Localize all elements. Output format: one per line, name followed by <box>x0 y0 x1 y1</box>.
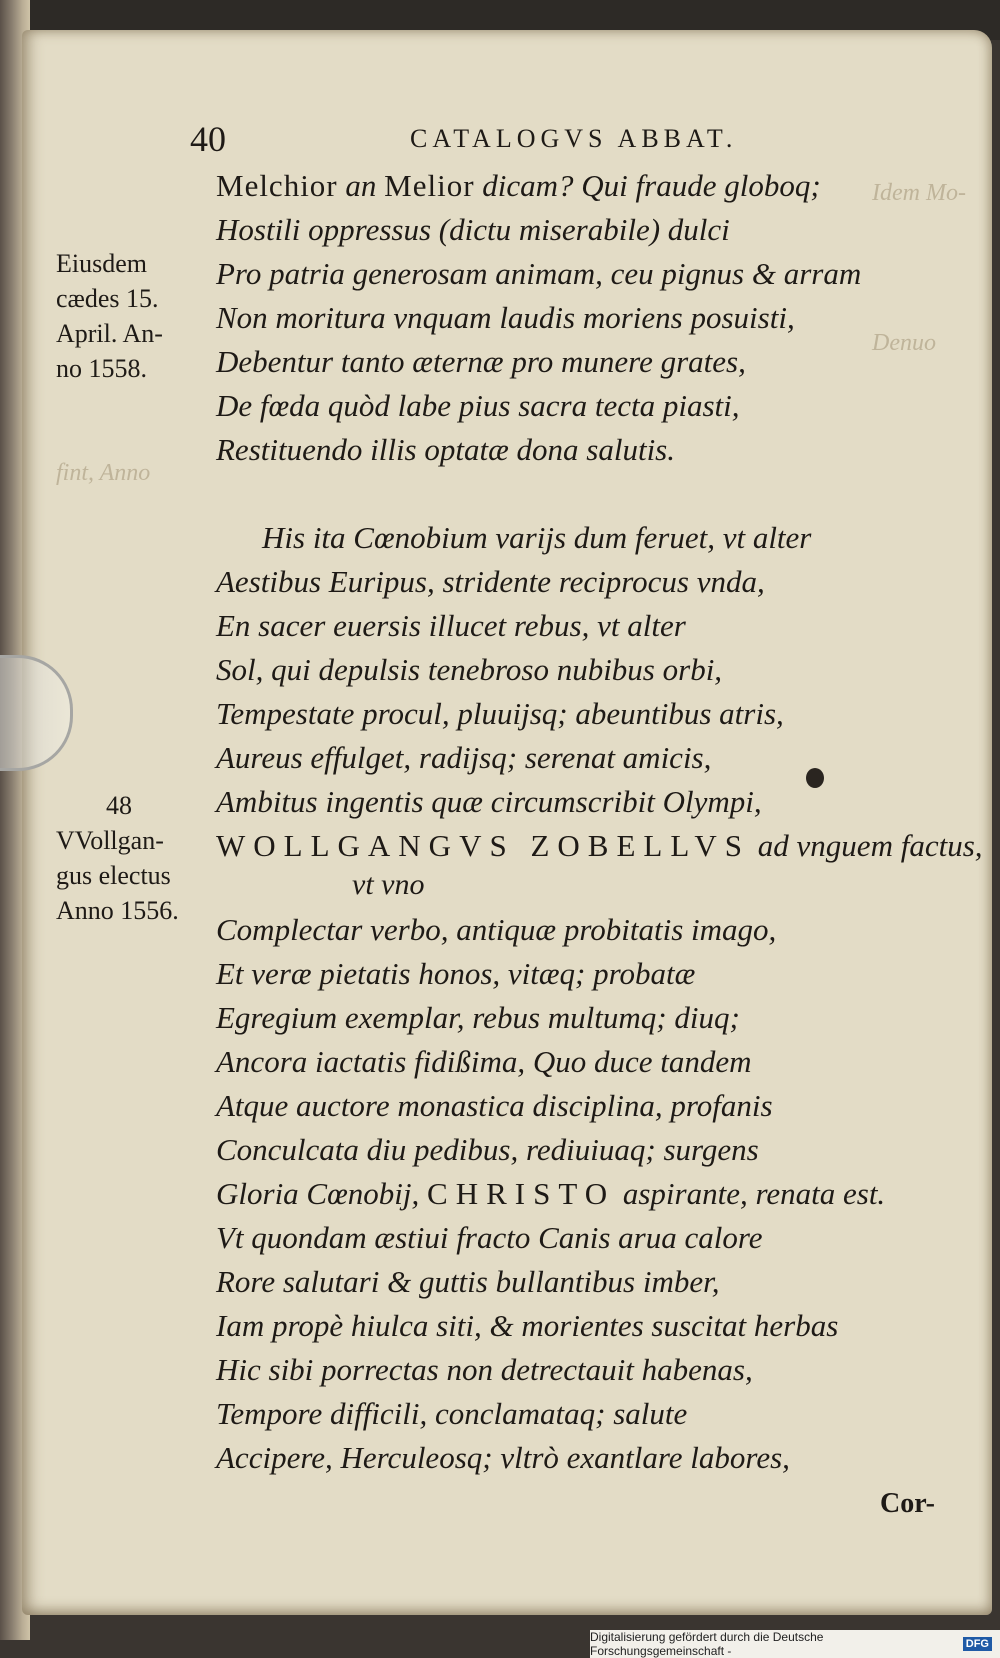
margin-line: no 1558. <box>56 354 147 383</box>
verse-line: Vt quondam æstiui fracto Canis arua calore <box>216 1220 763 1255</box>
footer-text: Digitalisierung gefördert durch die Deutsche Forschungsgemeinschaft - <box>590 1630 824 1658</box>
verse-line: Non moritura vnquam laudis moriens posuisti, <box>216 300 795 335</box>
bleed-through-text: fint, Anno <box>56 460 151 486</box>
verse-line <box>216 828 983 864</box>
proper-name: CHRISTO <box>427 1176 616 1211</box>
digitization-footer <box>590 1630 1000 1658</box>
catchword: Cor- <box>880 1488 935 1519</box>
margin-note-death <box>56 246 163 386</box>
verse-line: Iam propè hiulca siti, & morientes suscitat herbas <box>216 1308 839 1343</box>
verse-line: Conculcata diu pedibus, rediuiuaq; surgens <box>216 1132 759 1167</box>
verse-line: Et veræ pietatis honos, vitæq; probatæ <box>216 956 696 991</box>
page-number: 40 <box>190 119 226 159</box>
verse-line: Sol, qui depulsis tenebroso nubibus orbi, <box>216 652 723 687</box>
verse-text: aspirante, renata est. <box>615 1176 886 1211</box>
verse-line: His ita Cœnobium varijs dum feruet, vt alter <box>262 520 812 555</box>
proper-name: WOLLGANGVS ZOBELLVS <box>216 828 751 863</box>
running-title: CATALOGVS ABBAT. <box>410 124 738 153</box>
margin-line: cædes 15. <box>56 284 159 313</box>
margin-line: VVollgan- <box>56 826 164 855</box>
verse-line <box>216 168 821 204</box>
proper-name: Melchior <box>216 168 338 203</box>
proper-name: Melior <box>384 168 475 203</box>
verse-line: Hostili oppressus (dictu miserabile) dulci <box>216 212 730 247</box>
margin-line: 48 <box>106 791 132 820</box>
ink-blot <box>806 768 824 788</box>
verse-line: Atque auctore monastica disciplina, profanis <box>216 1088 773 1123</box>
verse-line: Complectar verbo, antiquæ probitatis imago, <box>216 912 777 947</box>
verse-line: vt vno <box>352 868 425 901</box>
verse-text: dicam? Qui fraude globoq; <box>474 168 821 203</box>
verse-line <box>216 1176 885 1212</box>
margin-line: Anno 1556. <box>56 896 179 925</box>
verse-line: En sacer euersis illucet rebus, vt alter <box>216 608 686 643</box>
verse-line: Aureus effulget, radijsq; serenat amicis, <box>216 740 712 775</box>
bleed-through-text: Idem Mo- <box>872 180 966 206</box>
verse-line: Restituendo illis optatæ dona salutis. <box>216 432 675 467</box>
verse-line: De fœda quòd labe pius sacra tecta piasti, <box>216 388 740 423</box>
bleed-through-text: Denuo <box>872 330 936 356</box>
verse-line: Rore salutari & guttis bullantibus imber, <box>216 1264 720 1299</box>
margin-line: April. An- <box>56 319 163 348</box>
verse-line: Aestibus Euripus, stridente reciprocus vnda, <box>216 564 765 599</box>
verse-text: Gloria Cœnobij, <box>216 1176 428 1211</box>
verse-line: Tempestate procul, pluuijsq; abeuntibus atris, <box>216 696 784 731</box>
verse-line: Ancora iactatis fidißima, Quo duce tandem <box>216 1044 752 1079</box>
verse-line: Debentur tanto æternæ pro munere grates, <box>216 344 746 379</box>
verse-line: Pro patria generosam animam, ceu pignus & arram <box>216 256 862 291</box>
verse-line: Hic sibi porrectas non detrectauit habenas, <box>216 1352 753 1387</box>
margin-line: Eiusdem <box>56 249 147 278</box>
verse-line: Ambitus ingentis quæ circumscribit Olympi, <box>216 784 762 819</box>
verse-line: Accipere, Herculeosq; vltrò exantlare labores, <box>216 1440 790 1475</box>
margin-note-election <box>56 788 179 928</box>
dfg-logo: DFG <box>963 1637 992 1651</box>
verse-text: ad vnguem factus, <box>750 828 983 863</box>
margin-line: gus electus <box>56 861 171 890</box>
verse-line: Tempore difficili, conclamataq; salute <box>216 1396 688 1431</box>
verse-text: an <box>337 168 385 203</box>
verse-line: Egregium exemplar, rebus multumq; diuq; <box>216 1000 740 1035</box>
